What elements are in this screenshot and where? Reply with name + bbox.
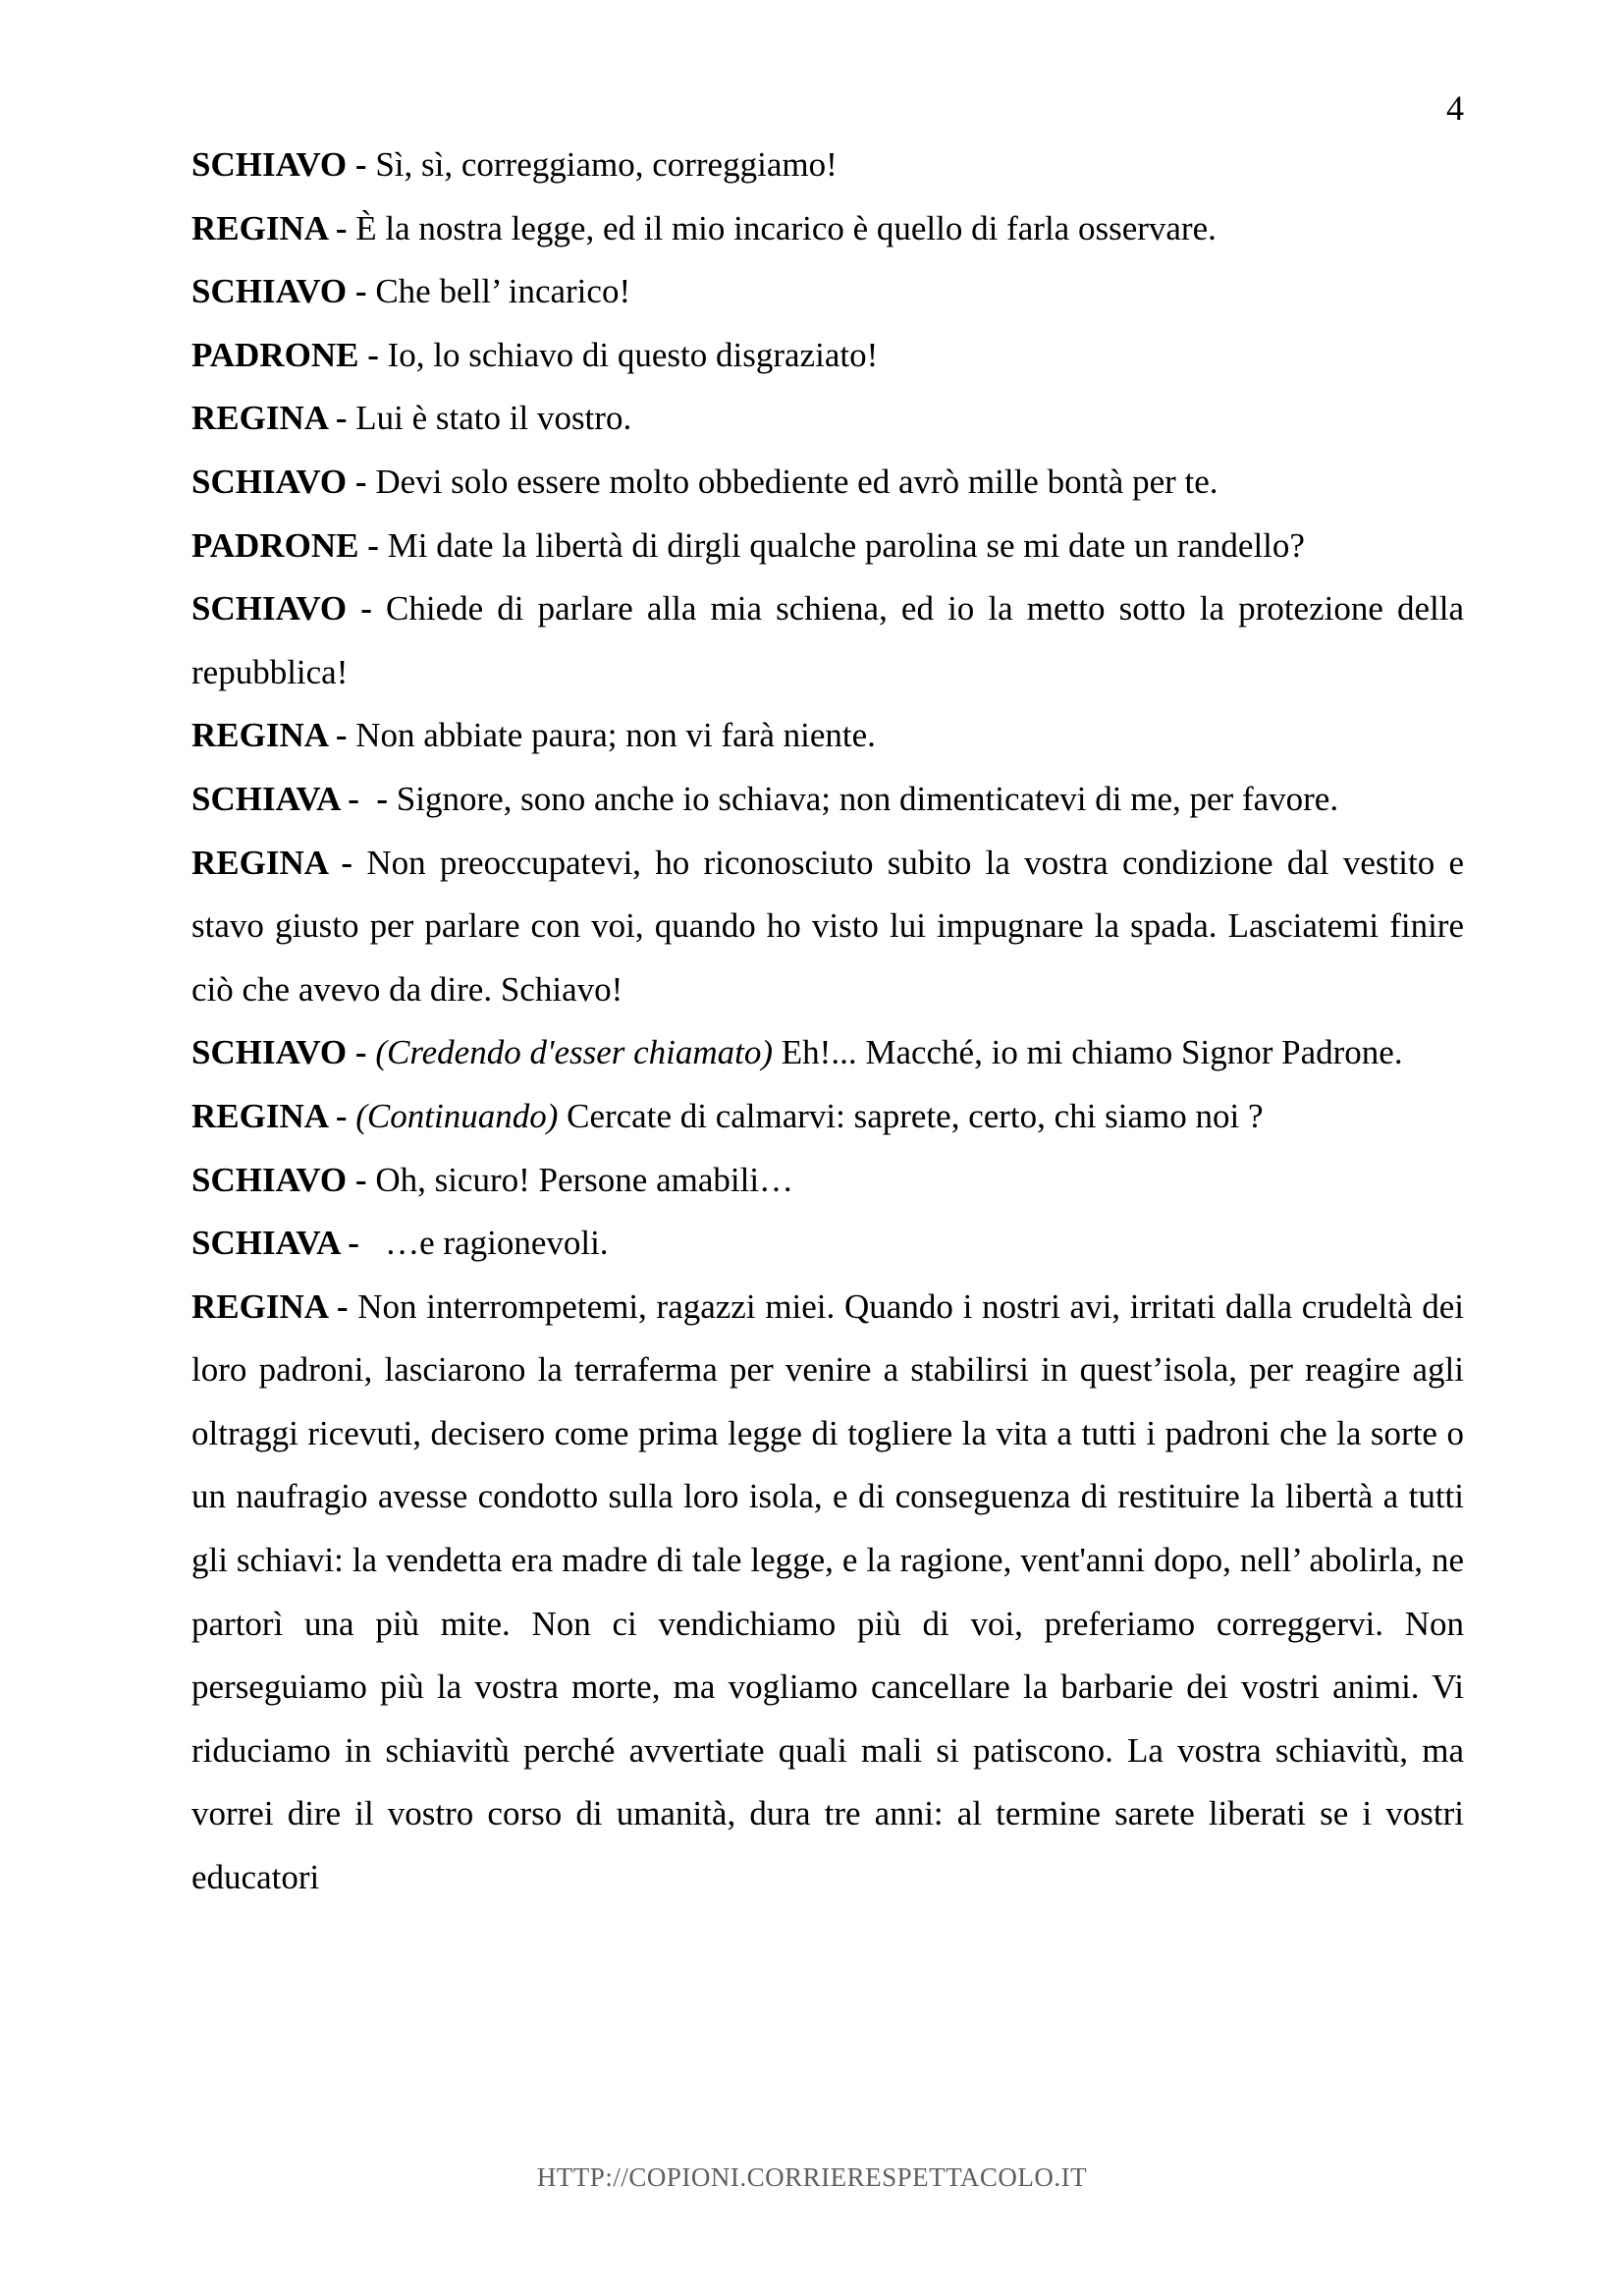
speaker-separator: -	[347, 272, 376, 311]
dialogue-text: Che bell’ incarico!	[375, 272, 631, 311]
dialogue-entry	[191, 197, 1464, 261]
dialogue-entry	[191, 1212, 1464, 1276]
dialogue-text: Non preoccupatevi, ho riconosciuto subito la vostra condizione dal vestito e stavo giusto per parlare con voi, quando ho visto lui impugnare la spada. Lasciatemi finire ciò che avevo da dire. Schiavo!	[191, 843, 1465, 1009]
speaker-name-text: SCHIAVO	[191, 145, 348, 184]
dialogue-text: Cercate di calmarvi: saprete, certo, chi siamo noi ?	[567, 1096, 1264, 1135]
dialogue-entry	[191, 704, 1464, 768]
speaker-name-text: SCHIAVO	[191, 462, 348, 501]
speaker-name-text: REGINA	[191, 843, 328, 882]
speaker-name	[191, 399, 355, 437]
speaker-separator: -	[327, 843, 367, 882]
dialogue-text: Devi solo essere molto obbediente ed avrò mille bontà per te.	[375, 462, 1218, 501]
dialogue-text: Sì, sì, correggiamo, correggiamo!	[375, 145, 838, 184]
dialogue-entry	[191, 1021, 1464, 1085]
speaker-separator: - -	[339, 779, 397, 818]
dialogue-entry	[191, 832, 1464, 1022]
speaker-name	[191, 209, 355, 247]
speaker-separator: -	[358, 335, 388, 374]
speaker-name	[191, 844, 366, 882]
speaker-name	[191, 1033, 375, 1071]
speaker-separator: -	[327, 1286, 358, 1326]
speaker-name-text: PADRONE	[191, 525, 359, 565]
dialogue-entry	[191, 1149, 1464, 1213]
speaker-name	[191, 336, 388, 374]
speaker-separator: -	[347, 1160, 376, 1199]
speaker-name	[191, 463, 375, 501]
dialogue-entry	[191, 451, 1464, 515]
dialogue-entry	[191, 515, 1464, 578]
speaker-name	[191, 526, 388, 565]
dialogue-text: Non interrompetemi, ragazzi miei. Quando i nostri avi, irritati dalla crudeltà dei loro padroni, lasciarono la terraferma per venire a stabilirsi in quest’isola, per reagire agli oltraggi ricevuti, decisero come prima legge di togliere la vita a tutti i padroni che la sorte o un naufragio avesse condotto sulla loro isola, e di conseguenza di restituire la libertà a tutti gli schiavi: la vendetta era madre di tale legge, e la ragione, vent'anni dopo, nell’ abolirla, ne partorì una più mite. Non ci vendichiamo più di voi, preferiamo correggervi. Non perseguiamo più la vostra morte, ma vogliamo cancellare la barbarie dei vostri animi. Vi riduciamo in schiavitù perché avvertiate quali mali si patiscono. La vostra schiavitù, ma vorrei dire il vostro corso di umanità, dura tre anni: al termine sarete liberati se i vostri educatori	[191, 1286, 1465, 1897]
speaker-name-text: REGINA	[191, 716, 328, 755]
speaker-separator: -	[347, 462, 376, 501]
speaker-separator: -	[327, 716, 356, 755]
dialogue-text: Chiede di parlare alla mia schiena, ed io la metto sotto la protezione della repubblica!	[191, 589, 1465, 691]
speaker-separator: -	[339, 1224, 386, 1263]
dialogue-text: Lui è stato il vostro.	[355, 399, 632, 438]
dialogue-text: Io, lo schiavo di questo disgraziato!	[387, 335, 879, 374]
dialogue-text: Signore, sono anche io schiava; non dimenticatevi di me, per favore.	[396, 779, 1339, 818]
dialogue-entry	[191, 1276, 1464, 1910]
speaker-name-text: REGINA	[191, 1286, 328, 1326]
speaker-name-text: PADRONE	[191, 335, 359, 374]
footer-url: HTTP://COPIONI.CORRIERESPETTACOLO.IT	[536, 2162, 1088, 2192]
speaker-name	[191, 716, 355, 754]
page-number: 4	[1446, 88, 1464, 128]
dialogue-text: Oh, sicuro! Persone amabili…	[375, 1160, 794, 1199]
dialogue-entry	[191, 387, 1464, 451]
speaker-name	[191, 272, 375, 310]
dialogue-entry	[191, 768, 1464, 832]
speaker-name-text: SCHIAVA	[191, 779, 340, 818]
dialogue-text: È la nostra legge, ed il mio incarico è quello di farla osservare.	[355, 208, 1217, 247]
dialogue-text: …e ragionevoli.	[385, 1224, 609, 1263]
speaker-name	[191, 1161, 375, 1199]
speaker-name-text: REGINA	[191, 399, 328, 438]
speaker-name-text: SCHIAVA	[191, 1224, 340, 1263]
speaker-name-text: REGINA	[191, 1096, 328, 1135]
speaker-separator: -	[347, 589, 387, 629]
speaker-name-text: REGINA	[191, 208, 328, 247]
dialogue-container	[191, 134, 1464, 1910]
speaker-name	[191, 145, 375, 184]
speaker-name	[191, 1224, 385, 1262]
speaker-name-text: SCHIAVO	[191, 1033, 348, 1072]
speaker-separator: -	[347, 145, 376, 184]
speaker-separator: -	[327, 1096, 356, 1135]
speaker-separator: -	[358, 525, 388, 565]
stage-direction: (Credendo d'esser chiamato)	[375, 1033, 774, 1072]
speaker-separator: -	[347, 1033, 376, 1072]
dialogue-text: Non abbiate paura; non vi farà niente.	[355, 716, 876, 755]
speaker-separator: -	[327, 399, 356, 438]
dialogue-entry	[191, 577, 1464, 704]
speaker-name	[191, 1287, 357, 1326]
speaker-name	[191, 780, 397, 818]
dialogue-entry	[191, 260, 1464, 324]
speaker-name	[191, 1097, 355, 1135]
stage-direction: (Continuando)	[355, 1096, 559, 1135]
dialogue-entry	[191, 324, 1464, 388]
speaker-name-text: SCHIAVO	[191, 589, 348, 629]
speaker-name-text: SCHIAVO	[191, 272, 348, 311]
speaker-separator: -	[327, 208, 356, 247]
dialogue-text: Mi date la libertà di dirgli qualche parolina se mi date un randello?	[387, 525, 1305, 565]
speaker-name-text: SCHIAVO	[191, 1160, 348, 1199]
speaker-name	[191, 589, 386, 628]
dialogue-entry	[191, 1085, 1464, 1149]
dialogue-text: Eh!... Macché, io mi chiamo Signor Padrone.	[781, 1033, 1403, 1072]
dialogue-entry	[191, 134, 1464, 197]
